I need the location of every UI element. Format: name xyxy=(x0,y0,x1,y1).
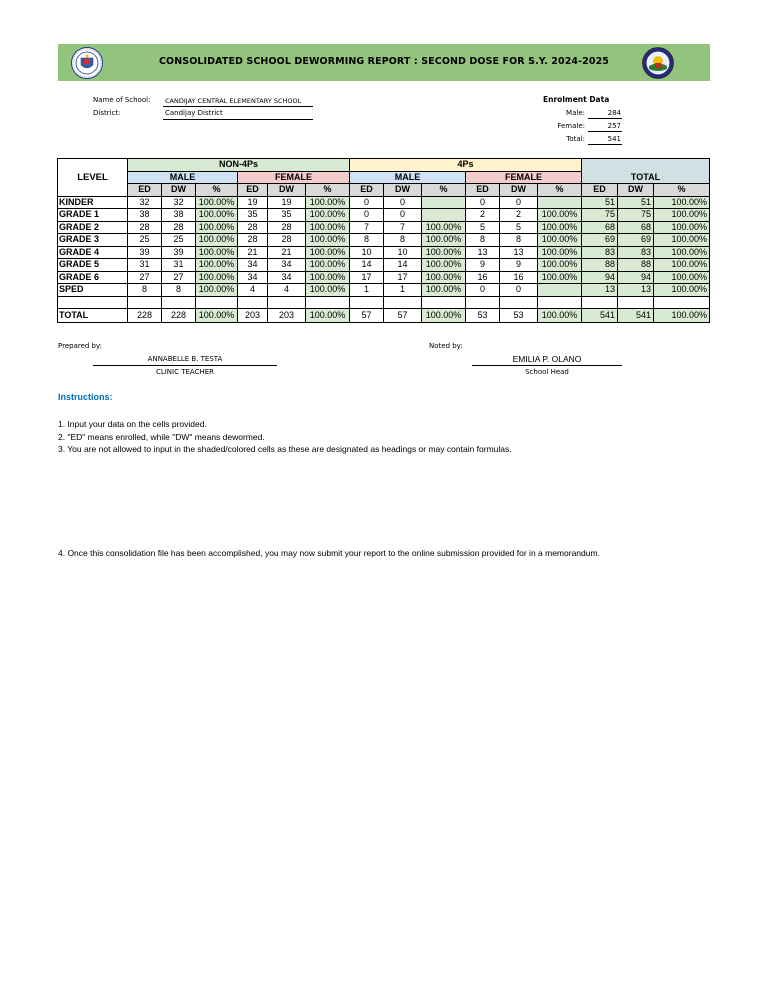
pct-cell: 100.00% xyxy=(306,246,350,259)
pct-cell: 100.00% xyxy=(654,309,710,323)
pct-cell: 100.00% xyxy=(196,196,238,209)
pct-cell: 100.00% xyxy=(196,271,238,284)
4ps-male-ed-subheader: ED xyxy=(350,184,384,197)
4ps-female-pct-subheader: % xyxy=(538,184,582,197)
pct-cell: 100.00% xyxy=(422,234,466,247)
ed-cell[interactable]: 4 xyxy=(238,284,268,297)
enrolment-title: Enrolment Data xyxy=(543,95,610,104)
district-underline xyxy=(163,119,313,120)
ed-cell: 94 xyxy=(582,271,618,284)
pct-cell: 100.00% xyxy=(654,209,710,222)
pct-cell: 100.00% xyxy=(196,259,238,272)
dw-cell[interactable]: 9 xyxy=(500,259,538,272)
noted-by-line xyxy=(472,365,622,366)
4ps-male-dw-subheader: DW xyxy=(384,184,422,197)
ed-cell[interactable]: 8 xyxy=(128,284,162,297)
dw-cell[interactable]: 2 xyxy=(500,209,538,222)
ed-cell[interactable]: 35 xyxy=(238,209,268,222)
pct-cell: 100.00% xyxy=(654,246,710,259)
instruction-item: 2. "ED" means enrolled, while "DW" means dewormed. xyxy=(58,432,265,442)
empty-cell xyxy=(618,296,654,309)
dw-cell[interactable]: 25 xyxy=(162,234,196,247)
empty-cell xyxy=(238,296,268,309)
ed-cell[interactable]: 53 xyxy=(466,309,500,323)
ed-cell[interactable]: 28 xyxy=(238,234,268,247)
dw-cell: 75 xyxy=(618,209,654,222)
noted-by-name: EMILIA P. OLANO xyxy=(512,354,582,364)
ed-cell[interactable]: 38 xyxy=(128,209,162,222)
dw-cell[interactable]: 28 xyxy=(162,221,196,234)
dw-cell[interactable]: 14 xyxy=(384,259,422,272)
pct-cell: 100.00% xyxy=(654,234,710,247)
dw-cell[interactable]: 8 xyxy=(500,234,538,247)
dw-cell[interactable]: 57 xyxy=(384,309,422,323)
pct-cell xyxy=(538,196,582,209)
non4ps-male-dw-subheader: DW xyxy=(162,184,196,197)
ed-cell[interactable]: 57 xyxy=(350,309,384,323)
enrolment-male-underline xyxy=(588,118,622,119)
pct-cell: 100.00% xyxy=(538,246,582,259)
enrolment-total-label: Total: xyxy=(566,135,585,143)
ed-cell[interactable]: 14 xyxy=(350,259,384,272)
non4ps-female-pct-subheader: % xyxy=(306,184,350,197)
level-cell: GRADE 1 xyxy=(58,209,128,222)
non4ps-female-ed-subheader: ED xyxy=(238,184,268,197)
dw-cell[interactable]: 35 xyxy=(268,209,306,222)
empty-cell xyxy=(350,296,384,309)
ed-cell: 68 xyxy=(582,221,618,234)
school-seal-icon xyxy=(642,47,674,79)
pct-cell: 100.00% xyxy=(422,309,466,323)
dw-cell[interactable]: 5 xyxy=(500,221,538,234)
level-cell: GRADE 5 xyxy=(58,259,128,272)
empty-cell xyxy=(500,296,538,309)
dw-cell[interactable]: 27 xyxy=(162,271,196,284)
pct-cell: 100.00% xyxy=(654,196,710,209)
dw-cell: 94 xyxy=(618,271,654,284)
pct-cell: 100.00% xyxy=(196,234,238,247)
pct-cell: 100.00% xyxy=(306,221,350,234)
non4ps-male-header: MALE xyxy=(128,171,238,184)
ed-cell[interactable]: 32 xyxy=(128,196,162,209)
ed-cell[interactable]: 7 xyxy=(350,221,384,234)
total-row xyxy=(58,309,710,323)
dw-cell: 83 xyxy=(618,246,654,259)
total-pct-subheader: % xyxy=(654,184,710,197)
non4ps-header: NON-4Ps xyxy=(128,159,350,172)
dw-cell[interactable]: 1 xyxy=(384,284,422,297)
table-row xyxy=(58,196,710,209)
ed-cell: 88 xyxy=(582,259,618,272)
enrolment-male-value: 284 xyxy=(607,109,621,117)
pct-cell: 100.00% xyxy=(306,209,350,222)
ed-cell[interactable]: 0 xyxy=(466,196,500,209)
pct-cell: 100.00% xyxy=(654,259,710,272)
pct-cell: 100.00% xyxy=(306,259,350,272)
level-cell: SPED xyxy=(58,284,128,297)
pct-cell: 100.00% xyxy=(538,221,582,234)
ed-cell[interactable]: 8 xyxy=(466,234,500,247)
ed-cell[interactable]: 2 xyxy=(466,209,500,222)
dw-cell[interactable]: 28 xyxy=(268,221,306,234)
ed-cell: 13 xyxy=(582,284,618,297)
enrolment-female-label: Female: xyxy=(557,122,585,130)
level-cell: GRADE 2 xyxy=(58,221,128,234)
non4ps-male-pct-subheader: % xyxy=(196,184,238,197)
empty-cell xyxy=(196,296,238,309)
noted-by-role: School Head xyxy=(525,368,569,376)
pct-cell: 100.00% xyxy=(654,221,710,234)
empty-cell xyxy=(384,296,422,309)
total-ed-subheader: ED xyxy=(582,184,618,197)
ed-cell[interactable]: 0 xyxy=(350,196,384,209)
dw-cell[interactable]: 4 xyxy=(268,284,306,297)
dw-cell[interactable]: 34 xyxy=(268,271,306,284)
dw-cell[interactable]: 31 xyxy=(162,259,196,272)
enrolment-male-label: Male: xyxy=(566,109,585,117)
empty-cell xyxy=(306,296,350,309)
pct-cell xyxy=(538,284,582,297)
ed-cell[interactable]: 31 xyxy=(128,259,162,272)
dw-cell: 51 xyxy=(618,196,654,209)
instruction-item: 1. Input your data on the cells provided. xyxy=(58,419,207,429)
pct-cell: 100.00% xyxy=(654,284,710,297)
pct-cell: 100.00% xyxy=(538,309,582,323)
pct-cell: 100.00% xyxy=(422,271,466,284)
pct-cell: 100.00% xyxy=(306,284,350,297)
pct-cell: 100.00% xyxy=(306,309,350,323)
ed-cell[interactable]: 228 xyxy=(128,309,162,323)
non4ps-male-ed-subheader: ED xyxy=(128,184,162,197)
ed-cell[interactable]: 13 xyxy=(466,246,500,259)
dw-cell[interactable]: 8 xyxy=(162,284,196,297)
level-cell: GRADE 6 xyxy=(58,271,128,284)
dw-cell: 13 xyxy=(618,284,654,297)
empty-cell xyxy=(58,296,128,309)
level-cell: KINDER xyxy=(58,196,128,209)
non4ps-female-dw-subheader: DW xyxy=(268,184,306,197)
instructions-title: Instructions: xyxy=(58,392,113,402)
4ps-female-header: FEMALE xyxy=(466,171,582,184)
ed-cell[interactable]: 0 xyxy=(350,209,384,222)
school-name-underline xyxy=(163,106,313,107)
dw-cell[interactable]: 19 xyxy=(268,196,306,209)
dw-cell[interactable]: 38 xyxy=(162,209,196,222)
instruction-item: 3. You are not allowed to input in the shaded/colored cells as these are designated as headings or may contain formulas. xyxy=(58,444,512,454)
ed-cell: 75 xyxy=(582,209,618,222)
ed-cell: 69 xyxy=(582,234,618,247)
total-header-top xyxy=(582,159,710,172)
ed-cell[interactable]: 5 xyxy=(466,221,500,234)
table-row xyxy=(58,284,710,297)
enrolment-total-value: 541 xyxy=(607,135,621,143)
pct-cell: 100.00% xyxy=(422,221,466,234)
empty-cell xyxy=(538,296,582,309)
ed-cell[interactable]: 0 xyxy=(466,284,500,297)
table-row xyxy=(58,271,710,284)
ed-cell[interactable]: 21 xyxy=(238,246,268,259)
prepared-by-line xyxy=(93,365,277,366)
dw-cell[interactable]: 0 xyxy=(384,196,422,209)
ed-cell[interactable]: 17 xyxy=(350,271,384,284)
dw-cell[interactable]: 17 xyxy=(384,271,422,284)
ed-cell: 83 xyxy=(582,246,618,259)
table-row xyxy=(58,246,710,259)
level-header: LEVEL xyxy=(58,159,128,197)
pct-cell: 100.00% xyxy=(538,209,582,222)
dw-cell[interactable]: 53 xyxy=(500,309,538,323)
ed-cell[interactable]: 8 xyxy=(350,234,384,247)
ed-cell[interactable]: 25 xyxy=(128,234,162,247)
ed-cell: 541 xyxy=(582,309,618,323)
dw-cell[interactable]: 228 xyxy=(162,309,196,323)
dw-cell[interactable]: 10 xyxy=(384,246,422,259)
non4ps-female-header: FEMALE xyxy=(238,171,350,184)
table-row xyxy=(58,209,710,222)
ed-cell[interactable]: 1 xyxy=(350,284,384,297)
dw-cell[interactable]: 34 xyxy=(268,259,306,272)
pct-cell: 100.00% xyxy=(196,221,238,234)
pct-cell: 100.00% xyxy=(538,234,582,247)
ed-cell[interactable]: 19 xyxy=(238,196,268,209)
empty-cell xyxy=(162,296,196,309)
empty-cell xyxy=(422,296,466,309)
enrolment-female-underline xyxy=(588,131,622,132)
pct-cell: 100.00% xyxy=(422,246,466,259)
pct-cell: 100.00% xyxy=(422,284,466,297)
dw-cell[interactable]: 203 xyxy=(268,309,306,323)
enrolment-total-underline xyxy=(588,144,622,145)
pct-cell: 100.00% xyxy=(538,271,582,284)
instruction-item: 4. Once this consolidation file has been accomplished, you may now submit your report to the online submission provided for in a memorandum. xyxy=(58,548,600,558)
empty-cell xyxy=(654,296,710,309)
report-banner xyxy=(58,44,710,81)
pct-cell: 100.00% xyxy=(196,246,238,259)
dw-cell[interactable]: 16 xyxy=(500,271,538,284)
dw-cell[interactable]: 0 xyxy=(500,284,538,297)
dw-cell[interactable]: 0 xyxy=(500,196,538,209)
prepared-by-role: CLINIC TEACHER xyxy=(155,368,215,376)
ed-cell[interactable]: 27 xyxy=(128,271,162,284)
level-cell: GRADE 4 xyxy=(58,246,128,259)
ed-cell[interactable]: 28 xyxy=(128,221,162,234)
dw-cell: 68 xyxy=(618,221,654,234)
district-label: District: xyxy=(93,109,121,117)
dw-cell[interactable]: 32 xyxy=(162,196,196,209)
dw-cell[interactable]: 13 xyxy=(500,246,538,259)
report-title: CONSOLIDATED SCHOOL DEWORMING REPORT : SECOND DOSE FOR S.Y. 2024-2025 xyxy=(158,56,610,67)
pct-cell: 100.00% xyxy=(422,259,466,272)
4ps-header: 4Ps xyxy=(350,159,582,172)
dw-cell: 88 xyxy=(618,259,654,272)
level-cell: GRADE 3 xyxy=(58,234,128,247)
ed-cell[interactable]: 34 xyxy=(238,271,268,284)
dw-cell: 541 xyxy=(618,309,654,323)
school-name-label: Name of School: xyxy=(93,96,151,104)
pct-cell xyxy=(422,209,466,222)
deworming-table xyxy=(57,158,710,323)
prepared-by-name: ANNABELLE B. TESTA xyxy=(147,355,223,363)
empty-cell xyxy=(466,296,500,309)
table-row xyxy=(58,234,710,247)
total-header: TOTAL xyxy=(582,171,710,184)
pct-cell: 100.00% xyxy=(306,234,350,247)
ed-cell[interactable]: 39 xyxy=(128,246,162,259)
ed-cell[interactable]: 203 xyxy=(238,309,268,323)
district-value: Candijay District xyxy=(165,109,223,117)
pct-cell: 100.00% xyxy=(306,196,350,209)
pct-cell: 100.00% xyxy=(196,284,238,297)
dw-cell: 69 xyxy=(618,234,654,247)
empty-cell xyxy=(582,296,618,309)
ed-cell[interactable]: 16 xyxy=(466,271,500,284)
school-name-value: CANDIJAY CENTRAL ELEMENTARY SCHOOL xyxy=(165,97,302,105)
4ps-female-ed-subheader: ED xyxy=(466,184,500,197)
pct-cell: 100.00% xyxy=(196,309,238,323)
dw-cell[interactable]: 8 xyxy=(384,234,422,247)
ed-cell: 51 xyxy=(582,196,618,209)
ed-cell[interactable]: 9 xyxy=(466,259,500,272)
pct-cell: 100.00% xyxy=(196,209,238,222)
4ps-male-pct-subheader: % xyxy=(422,184,466,197)
ed-cell[interactable]: 10 xyxy=(350,246,384,259)
enrolment-female-value: 257 xyxy=(607,122,621,130)
noted-by-label: Noted by: xyxy=(429,342,463,350)
table-row xyxy=(58,259,710,272)
dw-cell[interactable]: 39 xyxy=(162,246,196,259)
dw-cell[interactable]: 7 xyxy=(384,221,422,234)
prepared-by-label: Prepared by: xyxy=(58,342,102,350)
4ps-female-dw-subheader: DW xyxy=(500,184,538,197)
pct-cell: 100.00% xyxy=(306,271,350,284)
level-cell: TOTAL xyxy=(58,309,128,323)
dw-cell[interactable]: 0 xyxy=(384,209,422,222)
pct-cell xyxy=(422,196,466,209)
blank-row xyxy=(58,296,710,309)
empty-cell xyxy=(268,296,306,309)
ed-cell[interactable]: 34 xyxy=(238,259,268,272)
empty-cell xyxy=(128,296,162,309)
4ps-male-header: MALE xyxy=(350,171,466,184)
pct-cell: 100.00% xyxy=(654,271,710,284)
pct-cell: 100.00% xyxy=(538,259,582,272)
table-row xyxy=(58,221,710,234)
total-dw-subheader: DW xyxy=(618,184,654,197)
ed-cell[interactable]: 28 xyxy=(238,221,268,234)
dw-cell[interactable]: 28 xyxy=(268,234,306,247)
dw-cell[interactable]: 21 xyxy=(268,246,306,259)
